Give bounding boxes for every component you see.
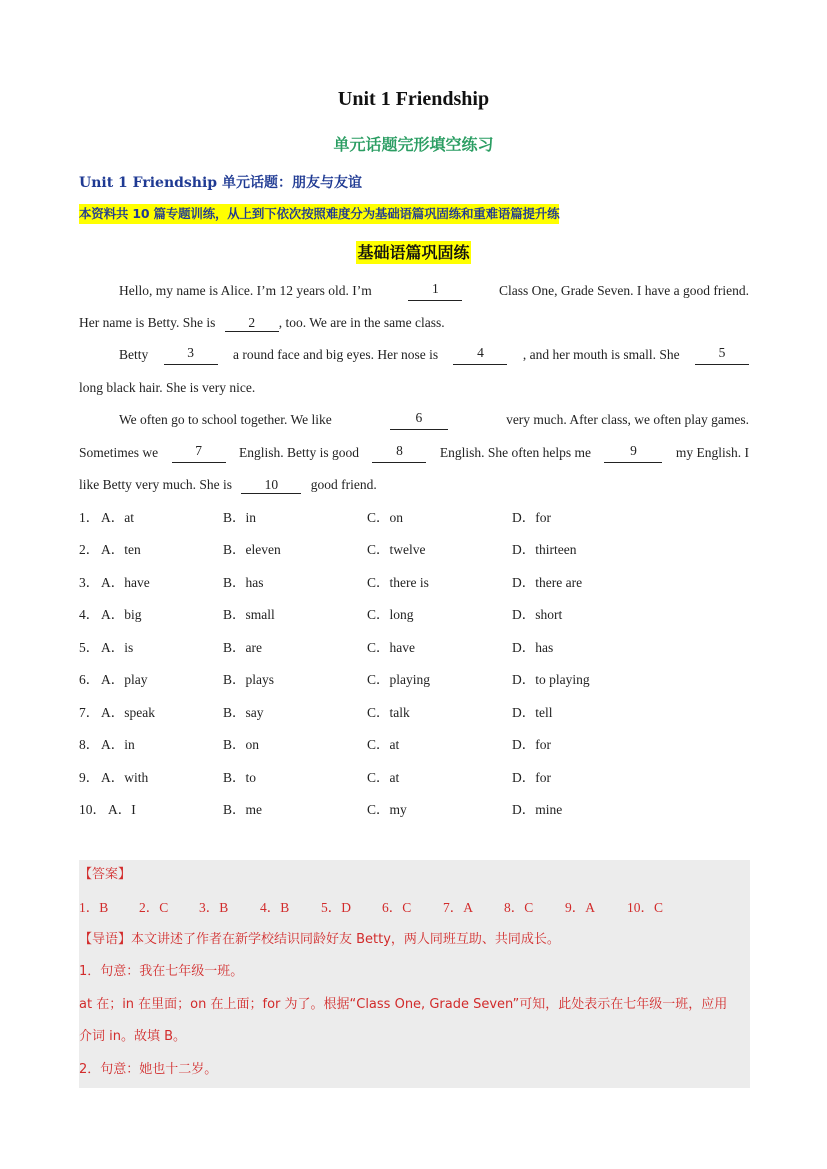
answer-label: 【答案】 bbox=[79, 867, 132, 882]
passage-text: Hello, my name is Alice. I’m 12 years old. I’m bbox=[119, 283, 372, 298]
section-heading-text: 基础语篇巩固练 bbox=[357, 243, 470, 262]
passage-line bbox=[79, 313, 749, 333]
answer-key-item: 2．C bbox=[139, 900, 169, 915]
blank-5: 5 bbox=[695, 345, 749, 365]
question-number: 1． bbox=[79, 510, 100, 525]
document-title: Unit 1 Friendship bbox=[337, 88, 490, 110]
passage-text: Sometimes we bbox=[79, 445, 159, 460]
question-number: 3． bbox=[79, 575, 100, 590]
passage-text: We often go to school together. We like bbox=[119, 412, 332, 427]
option-a: A．is bbox=[101, 640, 134, 655]
question-row bbox=[79, 573, 749, 593]
answer-section bbox=[79, 860, 750, 1088]
option-a: A．have bbox=[101, 575, 150, 590]
passage-text: good friend. bbox=[310, 477, 377, 492]
answer-key-item: 8．C bbox=[504, 900, 534, 915]
option-a: A．at bbox=[101, 510, 134, 525]
blank-8: 8 bbox=[372, 443, 426, 463]
question-row bbox=[79, 670, 749, 690]
passage-line bbox=[79, 443, 749, 463]
answer-key-item: 3．B bbox=[199, 900, 229, 915]
option-a: A．with bbox=[101, 770, 149, 785]
q1-explanation-cont: 介词 in。故填 B。 bbox=[79, 1029, 187, 1044]
blank-3: 3 bbox=[164, 345, 218, 365]
passage-text: , and her mouth is small. She bbox=[522, 347, 680, 362]
passage-text: , too. We are in the same class. bbox=[278, 315, 445, 330]
passage-line bbox=[79, 410, 749, 430]
option-b: B．in bbox=[223, 510, 257, 525]
option-b: B．me bbox=[223, 802, 262, 817]
blank-2: 2 bbox=[225, 315, 279, 332]
question-number: 2． bbox=[79, 542, 100, 557]
option-a: A．big bbox=[101, 607, 142, 622]
question-row bbox=[79, 735, 749, 755]
option-a: A．speak bbox=[101, 705, 155, 720]
answer-key-item: 6．C bbox=[382, 900, 412, 915]
option-b: B．to bbox=[223, 770, 257, 785]
blank-4: 4 bbox=[453, 345, 507, 365]
passage-text: Class One, Grade Seven. I have a good friend. bbox=[498, 283, 749, 298]
option-b: B．eleven bbox=[223, 542, 281, 557]
passage-text: Her name is Betty. She is bbox=[79, 315, 216, 330]
question-number: 7． bbox=[79, 705, 100, 720]
question-number: 8． bbox=[79, 737, 100, 752]
q1-explanation: at 在；in 在里面；on 在上面；for 为了。根据“Class One, Grade Seven”可知，此处表示在七年级一班，应用 bbox=[79, 997, 728, 1012]
option-d: D．to playing bbox=[512, 672, 590, 687]
option-c: C．twelve bbox=[367, 542, 426, 557]
answer-intro: 【导语】本文讲述了作者在新学校结识同龄好友 Betty，两人同班互助、共同成长。 bbox=[79, 932, 560, 947]
blank-10: 10 bbox=[241, 477, 301, 494]
question-row bbox=[79, 540, 749, 560]
option-a: A．in bbox=[101, 737, 135, 752]
option-c: C．there is bbox=[367, 575, 429, 590]
passage-text: very much. After class, we often play games. bbox=[506, 412, 749, 427]
section-heading bbox=[0, 240, 827, 263]
option-c: C．have bbox=[367, 640, 415, 655]
blank-7: 7 bbox=[172, 443, 226, 463]
blank-9: 9 bbox=[604, 443, 662, 463]
question-row bbox=[79, 605, 749, 625]
option-d: D．there are bbox=[512, 575, 583, 590]
q2-meaning: 2．句意：她也十二岁。 bbox=[79, 1062, 218, 1077]
option-d: D．tell bbox=[512, 705, 553, 720]
q1-meaning: 1．句意：我在七年级一班。 bbox=[79, 964, 244, 979]
blank-6: 6 bbox=[390, 410, 448, 430]
passage-line bbox=[79, 345, 749, 365]
option-b: B．plays bbox=[223, 672, 275, 687]
option-d: D．for bbox=[512, 770, 551, 785]
answer-key bbox=[79, 898, 750, 918]
passage-text: like Betty very much. She is bbox=[79, 477, 232, 492]
option-c: C．playing bbox=[367, 672, 430, 687]
option-b: B．has bbox=[223, 575, 264, 590]
option-d: D．has bbox=[512, 640, 554, 655]
question-number: 6． bbox=[79, 672, 100, 687]
option-d: D．mine bbox=[512, 802, 563, 817]
option-b: B．say bbox=[223, 705, 264, 720]
option-c: C．at bbox=[367, 737, 400, 752]
question-row bbox=[79, 508, 749, 528]
answer-key-item: 9．A bbox=[565, 900, 595, 915]
answer-key-item: 4．B bbox=[260, 900, 290, 915]
answer-key-item: 1．B bbox=[79, 900, 109, 915]
passage-line bbox=[79, 378, 749, 398]
option-c: C．on bbox=[367, 510, 404, 525]
document-subtitle: 单元话题完形填空练习 bbox=[333, 135, 494, 154]
question-number: 9． bbox=[79, 770, 100, 785]
passage-text: my English. I bbox=[675, 445, 749, 460]
question-row bbox=[79, 800, 749, 820]
question-number: 5． bbox=[79, 640, 100, 655]
question-number: 4． bbox=[79, 607, 100, 622]
option-c: C．my bbox=[367, 802, 407, 817]
option-d: D．for bbox=[512, 737, 551, 752]
option-a: A．I bbox=[108, 802, 136, 817]
option-c: C．talk bbox=[367, 705, 410, 720]
passage-text: long black hair. She is very nice. bbox=[79, 380, 256, 395]
option-d: D．short bbox=[512, 607, 563, 622]
option-b: B．are bbox=[223, 640, 262, 655]
highlighted-note: 本资料共 10 篇专题训练，从上到下依次按照难度分为基础语篇巩固练和重难语篇提升练 bbox=[79, 204, 559, 224]
option-a: A．ten bbox=[101, 542, 141, 557]
unit-topic-line: Unit 1 Friendship 单元话题：朋友与友谊 bbox=[79, 175, 362, 191]
answer-key-item: 5．D bbox=[321, 900, 351, 915]
question-row bbox=[79, 768, 749, 788]
option-d: D．for bbox=[512, 510, 551, 525]
option-b: B．small bbox=[223, 607, 275, 622]
answer-key-item: 10．C bbox=[627, 900, 664, 915]
blank-1: 1 bbox=[408, 281, 462, 301]
passage-text: English. Betty is good bbox=[239, 445, 360, 460]
passage-text: English. She often helps me bbox=[439, 445, 591, 460]
option-a: A．play bbox=[101, 672, 148, 687]
option-b: B．on bbox=[223, 737, 260, 752]
passage-text: a round face and big eyes. Her nose is bbox=[233, 347, 439, 362]
question-row bbox=[79, 638, 749, 658]
answer-key-item: 7．A bbox=[443, 900, 473, 915]
option-d: D．thirteen bbox=[512, 542, 577, 557]
question-row bbox=[79, 703, 749, 723]
passage-text: Betty bbox=[119, 347, 149, 362]
question-number: 10． bbox=[79, 802, 106, 817]
option-c: C．long bbox=[367, 607, 414, 622]
passage-line bbox=[79, 475, 749, 495]
option-c: C．at bbox=[367, 770, 400, 785]
passage-line bbox=[79, 281, 749, 301]
